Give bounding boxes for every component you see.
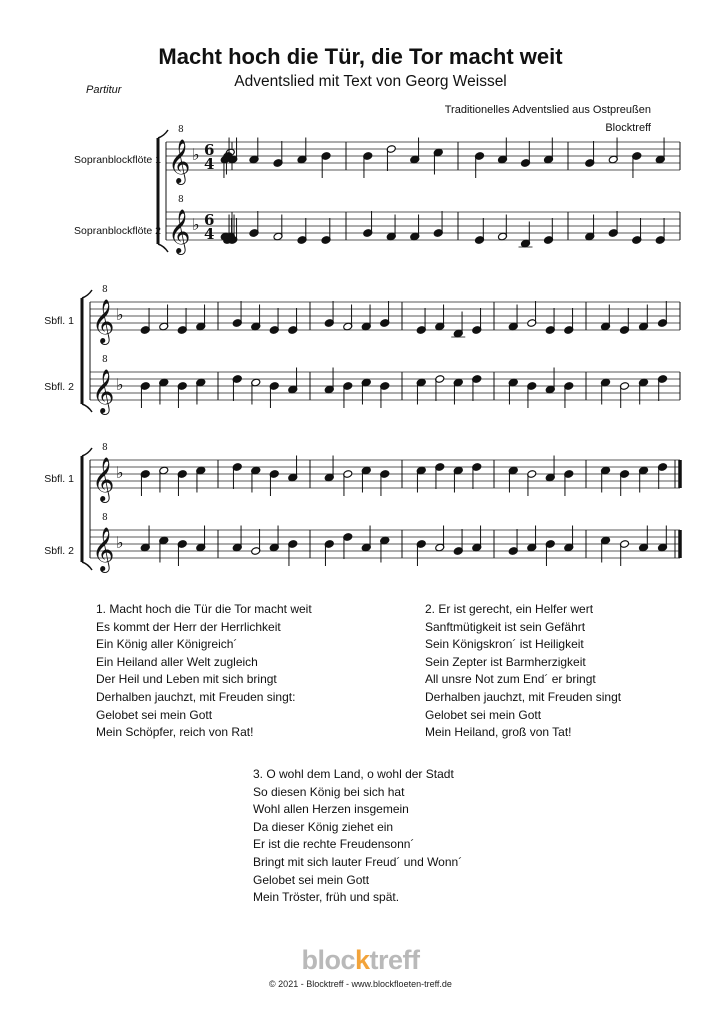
lyrics-verse-1 bbox=[96, 601, 312, 742]
lyric-line: Mein Schöpfer, reich von Rat! bbox=[96, 725, 254, 740]
lyric-line: Der Heil und Leben mit sich bringt bbox=[96, 672, 277, 687]
staff-name: Sbfl. 1 bbox=[44, 473, 74, 485]
treble-clef-icon: 𝄞 bbox=[168, 209, 191, 253]
lyric-line: Gelobet sei mein Gott bbox=[253, 872, 370, 887]
lyric-line: Wohl allen Herzen insgemein bbox=[253, 802, 409, 817]
octave-mark: 8 bbox=[102, 443, 108, 453]
system-bracket bbox=[158, 130, 168, 138]
flat-icon: ♭ bbox=[116, 375, 124, 394]
flat-icon: ♭ bbox=[116, 533, 124, 552]
system-bracket bbox=[82, 562, 92, 570]
footer-copyright: © 2021 - Blocktreff - www.blockfloeten-treff.de bbox=[269, 979, 452, 989]
treble-clef-icon: 𝄞 bbox=[92, 299, 115, 343]
system-bracket bbox=[158, 244, 168, 252]
time-signature: 4 bbox=[204, 225, 215, 243]
logo-text: k bbox=[354, 945, 370, 975]
page-subtitle: Adventslied mit Text von Georg Weissel bbox=[234, 73, 507, 90]
flat-icon: ♭ bbox=[116, 305, 124, 324]
lyric-line: Mein Tröster, früh und spät. bbox=[253, 890, 400, 905]
lyric-line: Mein Heiland, groß von Tat! bbox=[425, 725, 572, 740]
treble-clef-icon: 𝄞 bbox=[92, 369, 115, 413]
flat-icon: ♭ bbox=[116, 463, 124, 482]
lyric-line: Bringt mit sich lauter Freud´ und Wonn´ bbox=[253, 854, 463, 869]
treble-clef-icon: 𝄞 bbox=[168, 139, 191, 183]
time-signature: 6 bbox=[204, 211, 215, 229]
lyric-line: Da dieser König ziehet ein bbox=[253, 819, 394, 834]
octave-mark: 8 bbox=[178, 195, 184, 205]
treble-clef-icon: 𝄞 bbox=[92, 457, 115, 501]
system-bracket bbox=[82, 404, 92, 412]
score-systems bbox=[82, 125, 680, 573]
lyric-line: Gelobet sei mein Gott bbox=[96, 707, 213, 722]
logo-text: treff bbox=[369, 945, 420, 975]
staff-name: Sbfl. 2 bbox=[44, 545, 74, 557]
staff-name: Sbfl. 2 bbox=[44, 381, 74, 393]
octave-mark: 8 bbox=[178, 125, 184, 135]
lyric-line: Ein König aller Königreich´ bbox=[96, 637, 238, 652]
lyric-line: 3. O wohl dem Land, o wohl der Stadt bbox=[253, 767, 454, 781]
lyric-line: Derhalben jauchzt, mit Freuden singt: bbox=[96, 689, 296, 704]
partitur-label: Partitur bbox=[86, 84, 122, 96]
octave-mark: 8 bbox=[102, 285, 108, 295]
staff-name: Sbfl. 1 bbox=[44, 315, 74, 327]
lyric-line: Sanftmütigkeit ist sein Gefährt bbox=[425, 619, 586, 634]
composer-origin: Traditionelles Adventslied aus Ostpreußen bbox=[444, 104, 651, 116]
octave-mark: 8 bbox=[102, 355, 108, 365]
lyrics-verse-3 bbox=[253, 766, 462, 907]
system-bracket bbox=[82, 448, 92, 456]
lyric-line: Es kommt der Herr der Herrlichkeit bbox=[96, 619, 281, 634]
lyric-line: All unsre Not zum End´ er bringt bbox=[425, 672, 596, 687]
lyrics-verse-2 bbox=[425, 601, 621, 742]
system-bracket bbox=[82, 290, 92, 298]
lyric-line: Gelobet sei mein Gott bbox=[425, 707, 542, 722]
time-signature: 4 bbox=[204, 155, 215, 173]
treble-clef-icon: 𝄞 bbox=[92, 527, 115, 571]
page-title: Macht hoch die Tür, die Tor macht weit bbox=[158, 44, 563, 69]
lyric-line: Ein Heiland aller Welt zugleich bbox=[96, 654, 258, 669]
staff-name: Sopranblockflöte 2 bbox=[74, 225, 161, 237]
lyric-line: Er ist die rechte Freudensonn´ bbox=[253, 837, 415, 852]
lyric-line: Derhalben jauchzt, mit Freuden singt bbox=[425, 689, 622, 704]
lyric-line: 2. Er ist gerecht, ein Helfer wert bbox=[425, 602, 594, 616]
flat-icon: ♭ bbox=[192, 215, 200, 234]
logo-text: bloc bbox=[301, 945, 355, 975]
octave-mark: 8 bbox=[102, 513, 108, 523]
lyric-line: Sein Zepter ist Barmherzigkeit bbox=[425, 654, 586, 669]
flat-icon: ♭ bbox=[192, 145, 200, 164]
lyric-line: 1. Macht hoch die Tür die Tor macht weit bbox=[96, 602, 312, 616]
lyric-line: So diesen König bei sich hat bbox=[253, 784, 405, 799]
blocktreff-logo bbox=[0, 945, 721, 976]
lyric-line: Sein Königskron´ ist Heiligkeit bbox=[425, 637, 584, 652]
arranger: Blocktreff bbox=[605, 122, 651, 134]
staff-name: Sopranblockflöte 1 bbox=[74, 154, 161, 166]
time-signature: 6 bbox=[204, 141, 215, 159]
